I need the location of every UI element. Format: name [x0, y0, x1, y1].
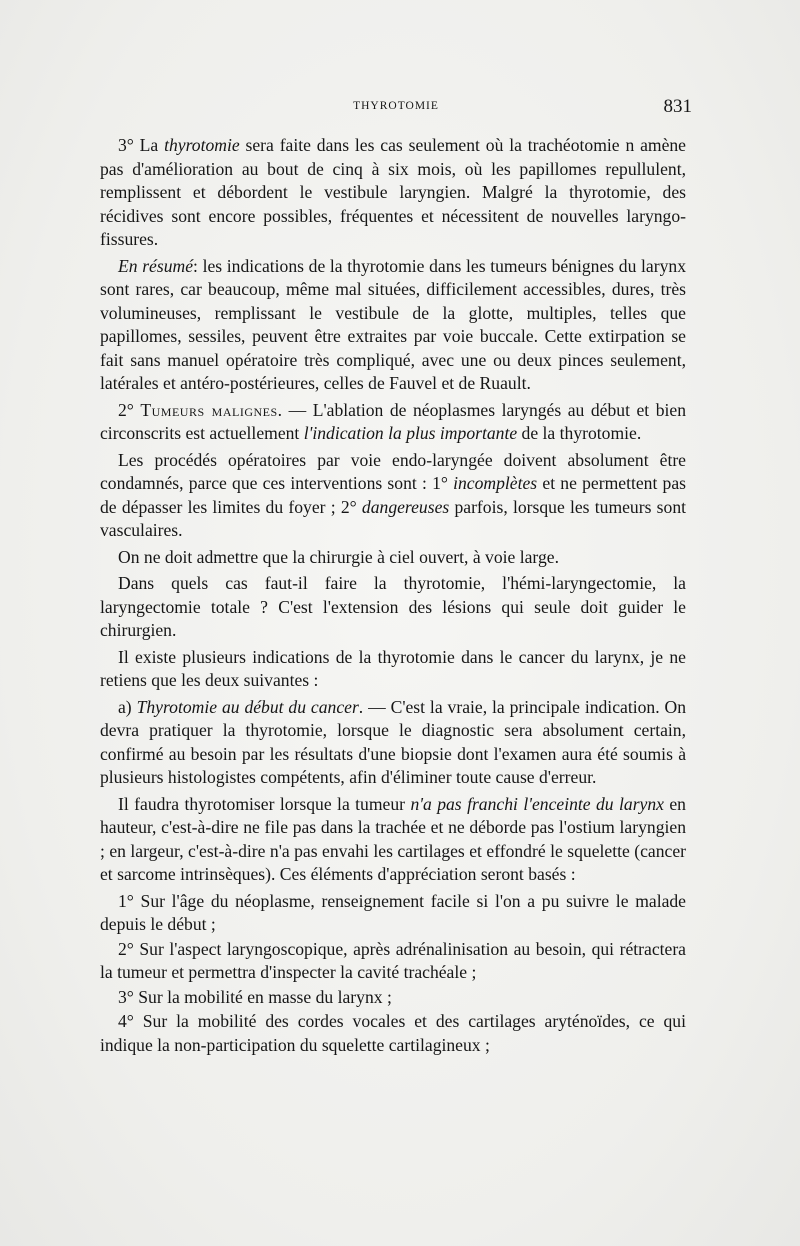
text-run: de la thyrotomie.: [517, 423, 642, 443]
paragraph-12: 3° Sur la mobilité en masse du larynx ;: [118, 986, 392, 1007]
text-run: : les indications de la thyrotomie dans les tumeurs bénignes du larynx sont rares, car beaucoup, même mal situées, difficilement accessibles, dures, très volumineuses, remplissant le vestibule de la glotte, multiples, telles que papillomes, sessiles, peuvent être extraites par voie buccale. Cette extirpation se fait sans manuel opératoire très compliqué, avec une ou deux pinces seulement, latérales et antéro-postérieures, celles de Fauvel et de Ruault.: [100, 255, 686, 393]
paragraph-10: 1° Sur l'âge du néoplasme, renseignement facile si l'on a pu suivre le malade depuis le début ;: [100, 890, 686, 934]
paragraph-1: [100, 134, 686, 252]
italic-run: n'a pas franchi l'enceinte du larynx: [410, 793, 664, 814]
italic-run: l'indication la plus importante: [303, 423, 518, 443]
text-run: . — L'ablation de néoplasmes laryngés au début et bien circonscrits est actuellement: [100, 399, 687, 443]
text-run: 3° La: [118, 135, 165, 155]
italic-run: Thyrotomie au début du cancer: [136, 696, 359, 717]
paragraph-4: [100, 449, 686, 543]
body-text: [100, 134, 686, 1058]
paragraph-2: [100, 255, 686, 396]
paragraph-9: [100, 793, 686, 887]
text-run: parfois, lorsque les tumeurs sont vasculaires.: [100, 496, 686, 540]
italic-run: thyrotomie: [164, 135, 240, 155]
italic-run: En résumé: [118, 255, 194, 276]
text-run: Il faudra thyrotomiser lorsque la tumeur: [118, 793, 411, 814]
section-heading: Tumeurs malignes: [140, 399, 278, 420]
page-header: [100, 96, 692, 120]
text-run: . — C'est la vraie, la principale indication. On devra pratiquer la thyrotomie, lorsque le diagnostic sera absolument certain, confirmé au besoin par les résultats d'une biopsie dont l'examen aura été soumis à plusieurs histologistes compétents, afin d'éliminer toute cause d'erreur.: [100, 696, 686, 787]
italic-run: dangereuses: [361, 496, 450, 517]
paragraph-3: [100, 399, 686, 446]
paragraph-11: 2° Sur l'aspect laryngoscopique, après adrénalinisation au besoin, qui rétractera la tumeur et permettra d'inspecter la cavité trachéale ;: [100, 938, 686, 982]
paragraph-13: 4° Sur la mobilité des cordes vocales et des cartilages aryténoïdes, ce qui indique la non-participation du squelette cartilagineux ;: [100, 1011, 686, 1055]
text-run: sera faite dans les cas seulement où la trachéotomie n amène pas d'amélioration au bout de cinq à six mois, où les papillomes repullulent, remplissent et débordent le vestibule laryngien. Malgré la thyrotomie, des récidives sont encore possibles, fréquentes et nécessitent de nouvelles laryngo-fissures.: [100, 135, 686, 249]
paragraph-7: Il existe plusieurs indications de la thyrotomie dans le cancer du larynx, je ne retiens que les deux suivantes :: [100, 646, 686, 690]
text-run: a): [118, 696, 137, 717]
paragraph-5: On ne doit admettre que la chirurgie à ciel ouvert, à voie large.: [118, 546, 559, 567]
text-run: en hauteur, c'est-à-dire ne file pas dans la trachée et ne déborde pas l'ostium laryngien ; en largeur, c'est-à-dire n'a pas envahi les cartilages et effondré le squelette (cancer et sarcome intrinsèques). Ces éléments d'appréciation seront basés :: [100, 793, 686, 884]
italic-run: incomplètes: [453, 473, 538, 493]
paragraph-6: Dans quels cas faut-il faire la thyrotomie, l'hémi-laryngectomie, la laryngectomie totale ? C'est l'extension des lésions qui seule doit guider le chirurgien.: [100, 573, 686, 640]
text-run: et ne permettent pas de dépasser les limites du foyer ; 2°: [100, 473, 687, 517]
text-run: 2°: [118, 399, 141, 420]
paragraph-8: [100, 696, 686, 790]
running-title: THYROTOMIE: [353, 100, 439, 112]
text-run: Les procédés opératoires par voie endo-laryngée doivent absolument être condamnés, parce que ces interventions sont : 1°: [100, 449, 686, 493]
page-number: 831: [663, 96, 692, 117]
